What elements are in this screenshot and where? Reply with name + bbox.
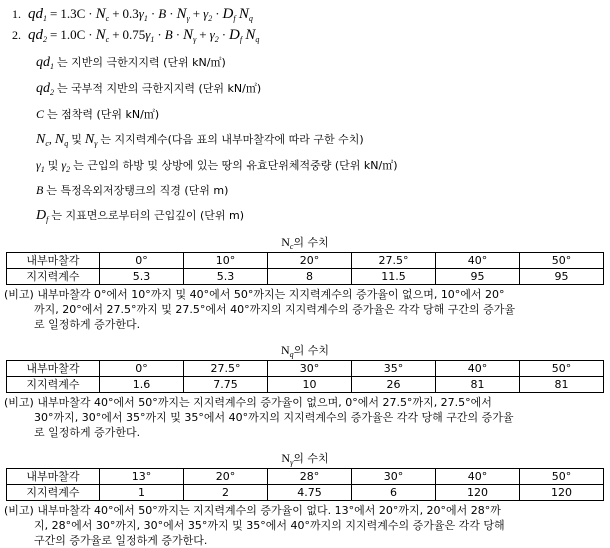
definition-symbol: D <box>36 208 47 223</box>
definition-symbol: C <box>36 107 45 121</box>
angle-cell: 27.5° <box>184 361 268 377</box>
angle-cell: 50° <box>520 361 604 377</box>
value-cell: 1 <box>100 485 184 501</box>
definition-gamma: $\gamma_1$ 및 $\gamma_2$ 는 근입의 하방 및 상방에 있는 땅의 유효단위체적중량 (단위 kN/㎡) <box>36 158 398 174</box>
definition-symbol: γ <box>36 158 41 172</box>
value-cell: 10 <box>268 377 352 393</box>
formula-row-2 <box>0 27 610 44</box>
formula-row-1 <box>0 6 610 23</box>
angle-cell: 27.5° <box>352 253 436 269</box>
definition-df: $D_f$ 는 지표면으로부터의 근입깊이 (단위 m) <box>36 208 245 224</box>
angle-cell: 30° <box>352 469 436 485</box>
definition-text: 는 지지력계수(다음 표의 내부마찰각에 따라 구한 수치) <box>100 133 364 146</box>
table-ngamma <box>6 468 604 501</box>
value-cell: 81 <box>520 377 604 393</box>
definition-bearing-coefficients: $N_c$, $N_q$ 및 $N_\gamma$ 는 지지력계수(다음 표의 내부마찰각에 따라 구한 수치) <box>36 132 364 148</box>
value-cell: 26 <box>352 377 436 393</box>
value-cell: 5.3 <box>184 269 268 285</box>
value-cell: 95 <box>436 269 520 285</box>
row-label-angle: 내부마찰각 <box>7 469 100 485</box>
value-cell: 8 <box>268 269 352 285</box>
formula-list <box>0 6 610 44</box>
angle-cell: 50° <box>520 253 604 269</box>
value-cell: 81 <box>436 377 520 393</box>
definition-qd2: $qd_2$ 는 국부적 지반의 극한지지력 (단위 kN/㎡) <box>36 81 262 97</box>
table-nc <box>6 252 604 285</box>
table-note-ngamma <box>4 503 610 548</box>
angle-cell: 28° <box>268 469 352 485</box>
table-block-nq <box>0 342 610 440</box>
definition-c <box>0 106 610 122</box>
value-cell: 6 <box>352 485 436 501</box>
angle-cell: 35° <box>352 361 436 377</box>
row-label-coefficient: 지지력계수 <box>7 269 100 285</box>
angle-cell: 20° <box>268 253 352 269</box>
angle-cell: 13° <box>100 469 184 485</box>
table-title-ngamma: $N_\gamma$의 수치 <box>281 451 329 467</box>
note-line: 로 일정하게 증가한다. <box>34 426 141 439</box>
table-note-nq <box>4 395 610 440</box>
definition-text: 는 지표면으로부터의 근입깊이 (단위 m) <box>51 209 245 222</box>
document-page <box>0 6 610 547</box>
angle-cell: 50° <box>520 469 604 485</box>
value-cell: 120 <box>436 485 520 501</box>
definition-qd1: $qd_1$ 는 지반의 극한지지력 (단위 kN/㎡) <box>36 55 226 71</box>
table-row <box>7 253 604 269</box>
table-block-nc <box>0 234 610 332</box>
table-block-ngamma <box>0 450 610 548</box>
formula-number: 1. <box>12 7 21 21</box>
note-line: 로 일정하게 증가한다. <box>34 318 141 331</box>
value-cell: 120 <box>520 485 604 501</box>
note-line: 까지, 20°에서 27.5°까지 및 27.5°에서 40°까지의 지지력계수의 증가율은 각각 당해 구간의 증가율 <box>34 303 515 316</box>
definition-text: 는 특정옥외저장탱크의 직경 (단위 m) <box>46 184 229 197</box>
formula-expression-1: $qd_1 = 1.3C \cdot N_c + 0.3\gamma_1 \cdot B \cdot N_\gamma + \gamma_2 \cdot D_f$ $N_q$ <box>28 6 253 23</box>
angle-cell: 40° <box>436 469 520 485</box>
value-cell: 2 <box>184 485 268 501</box>
note-line: (비고) 내부마찰각 40°에서 50°까지는 지지력계수의 증가율이 없으며, 0°에서 27.5°까지, 27.5°에서 <box>4 396 492 409</box>
table-row <box>7 469 604 485</box>
note-line: (비고) 내부마찰각 40°에서 50°까지는 지지력계수의 증가율이 없다. 13°에서 20°까지, 20°에서 28°까 <box>4 504 501 517</box>
value-cell: 1.6 <box>100 377 184 393</box>
table-note-nc <box>4 287 610 332</box>
value-cell: 4.75 <box>268 485 352 501</box>
note-line: 구간의 증가율로 일정하게 증가한다. <box>34 534 208 547</box>
angle-cell: 0° <box>100 253 184 269</box>
definition-text: 는 국부적 지반의 극한지지력 (단위 kN/㎡) <box>57 82 262 95</box>
note-line: (비고) 내부마찰각 0°에서 10°까지 및 40°에서 50°까지는 지지력계수의 증가율이 없으며, 10°에서 20° <box>4 288 505 301</box>
table-row <box>7 485 604 501</box>
table-title-nc: $N_c$의 수치 <box>281 235 329 251</box>
value-cell: 11.5 <box>352 269 436 285</box>
formula-number: 2. <box>12 28 21 42</box>
table-row <box>7 361 604 377</box>
row-label-coefficient: 지지력계수 <box>7 485 100 501</box>
note-line: 지, 28°에서 30°까지, 30°에서 35°까지 및 35°에서 40°까지의 지지력계수의 증가율은 각각 당해 <box>34 519 505 532</box>
note-line: 30°까지, 30°에서 35°까지 및 35°에서 40°까지의 지지력계수의 증가율은 각각 당해 구간의 증가율 <box>34 411 514 424</box>
definition-text: 는 지반의 극한지지력 (단위 kN/㎡) <box>57 56 226 69</box>
angle-cell: 20° <box>184 469 268 485</box>
row-label-angle: 내부마찰각 <box>7 361 100 377</box>
angle-cell: 40° <box>436 253 520 269</box>
definition-symbol: N <box>36 132 46 147</box>
angle-cell: 30° <box>268 361 352 377</box>
table-row <box>7 377 604 393</box>
row-label-coefficient: 지지력계수 <box>7 377 100 393</box>
table-title-nq: $N_q$의 수치 <box>280 343 330 359</box>
definition-list <box>0 54 610 224</box>
value-cell: 95 <box>520 269 604 285</box>
definition-text: 는 근입의 하방 및 상방에 있는 땅의 유효단위체적중량 (단위 kN/㎡) <box>73 159 398 172</box>
angle-cell: 10° <box>184 253 268 269</box>
definition-symbol: qd <box>36 81 50 96</box>
value-cell: 7.75 <box>184 377 268 393</box>
formula-expression-2: $qd_2 = 1.0C \cdot N_c + 0.75\gamma_1 \cdot B \cdot N_\gamma + \gamma_2 \cdot D_f$ $N_q$ <box>28 27 260 44</box>
definition-text: 는 점착력 (단위 kN/㎡) <box>47 108 160 121</box>
table-nq <box>6 360 604 393</box>
row-label-angle: 내부마찰각 <box>7 253 100 269</box>
definition-b <box>0 182 610 198</box>
definition-symbol: B <box>36 183 44 197</box>
angle-cell: 0° <box>100 361 184 377</box>
table-row <box>7 269 604 285</box>
angle-cell: 40° <box>436 361 520 377</box>
value-cell: 5.3 <box>100 269 184 285</box>
definition-symbol: qd <box>36 55 50 70</box>
